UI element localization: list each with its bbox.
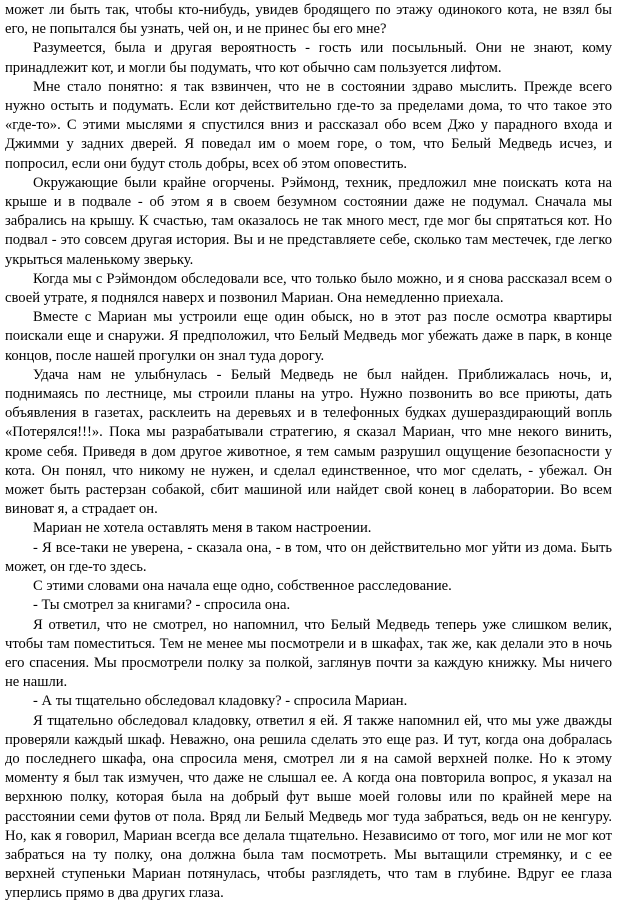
- paragraph: Вместе с Мариан мы устроили еще один обыск, но в этот раз после осмотра квартиры поискали еще и снаружи. Я предположил, что Белый Медведь мог убежать даже в парк, в конце концов, после нашей прогулки он знал туда дорогу.: [5, 309, 612, 364]
- paragraph: Мне стало понятно: я так взвинчен, что не в состоянии здраво мыслить. Прежде всего нужно остыть и подумать. Если кот действительно где-то за пределами дома, то что такое это «где-то». С этими мыслями я спустился вниз и рассказал обо всем Джо у парадного входа и Джимми у задних дверей. Я поведал им о моем горе, о том, что Белый Медведь исчез, и попросил, если они будут столь добры, всех об этом оповестить.: [5, 78, 612, 172]
- paragraph: С этими словами она начала еще одно, собственное расследование.: [33, 578, 452, 595]
- paragraph: Мариан не хотела оставлять меня в таком настроении.: [33, 520, 372, 537]
- paragraph: Удача нам не улыбнулась - Белый Медведь не был найден. Приближалась ночь, и, поднимаясь по лестнице, мы строили планы на утро. Нужно позвонить во все приюты, дать объявления в газетах, расклеить на деревьях и в телефонных будках душераздирающий вопль «Потерялся!!!». Пока мы разрабатывали стратегию, я сказал Мариан, что мне некого винить, кроме себя. Приведя в дом другое животное, я тем самым разрушил ощущение безопасности у кота. Он понял, что никому не нужен, и сделал единственное, что мог сделать, - убежал. Он может быть растерзан собакой, сбит машиной или найдет свой конец в лаборатории. Во всем виноват я, а страдает он.: [5, 366, 612, 518]
- paragraph: Я ответил, что не смотрел, но напомнил, что Белый Медведь теперь уже слишком велик, чтобы там поместиться. Тем не менее мы посмотрели и в шкафах, так же, как делали это в ночь его спасения. Мы просмотрели полку за полкой, заглянув почти за каждую книжку. Мы ничего не нашли.: [5, 616, 612, 691]
- paragraph: может ли быть так, чтобы кто-нибудь, увидев бродящего по этажу одинокого кота, не взял бы его, не попытался бы узнать, чей он, и не принес бы его мне?: [5, 2, 612, 38]
- paragraph: Когда мы с Рэймондом обследовали все, что только было можно, и я снова рассказал всем о своей утрате, я поднялся наверх и позвонил Мариан. Она немедленно приехала.: [5, 270, 612, 307]
- paragraph: - Я все-таки не уверена, - сказала она, - в том, что он действительно мог уйти из дома. Быть может, он где-то здесь.: [5, 539, 612, 575]
- paragraph: Окружающие были крайне огорчены. Рэймонд, техник, предложил мне поискать кота на крыше и в подвале - об этом я в своем безумном состоянии даже не подумал. Сначала мы забрались на крышу. К счастью, там оказалось не так много мест, где мог бы спрятаться кот. Но подвал - это совсем другая история. Вы и не представляете себе, сколько там местечек, где легко укрыться маленькому зверьку.: [5, 174, 612, 268]
- paragraph: Я тщательно обследовал кладовку, ответил я ей. Я также напомнил ей, что мы уже дважды проверяли каждый шкаф. Неважно, она решила сделать это еще раз. И тут, когда она добралась до последнего шкафа, она спросила меня, смотрел ли я на самой верхней полке. Но к этому моменту я был так измучен, что даже не слышал ее. А когда она повторила вопрос, я указал на верхнюю полку, которая была на добрый фут выше моей головы или по крайней мере на расстоянии семи футов от пола. Вряд ли Белый Медведь мог туда забраться, ведь он не кенгуру. Но, как я говорил, Мариан всегда все делала тщательно. Независимо от того, мог или не мог кот забраться на ту полку, она должна была там посмотреть. Мы вытащили стремянку, и с ее верхней ступеньки Мариан потянулась, чтобы разглядеть, что там в глубине. Вдруг ее глаза уперлись прямо в два других глаза.: [5, 712, 612, 902]
- paragraph: - Ты смотрел за книгами? - спросила она.: [33, 597, 291, 614]
- paragraph: - А ты тщательно обследовал кладовку? - спросила Мариан.: [33, 693, 408, 710]
- paragraph: Разумеется, была и другая вероятность - гость или посыльный. Они не знают, кому принадлежит кот, и могли бы подумать, что кот обычно сам пользуется лифтом.: [5, 40, 612, 76]
